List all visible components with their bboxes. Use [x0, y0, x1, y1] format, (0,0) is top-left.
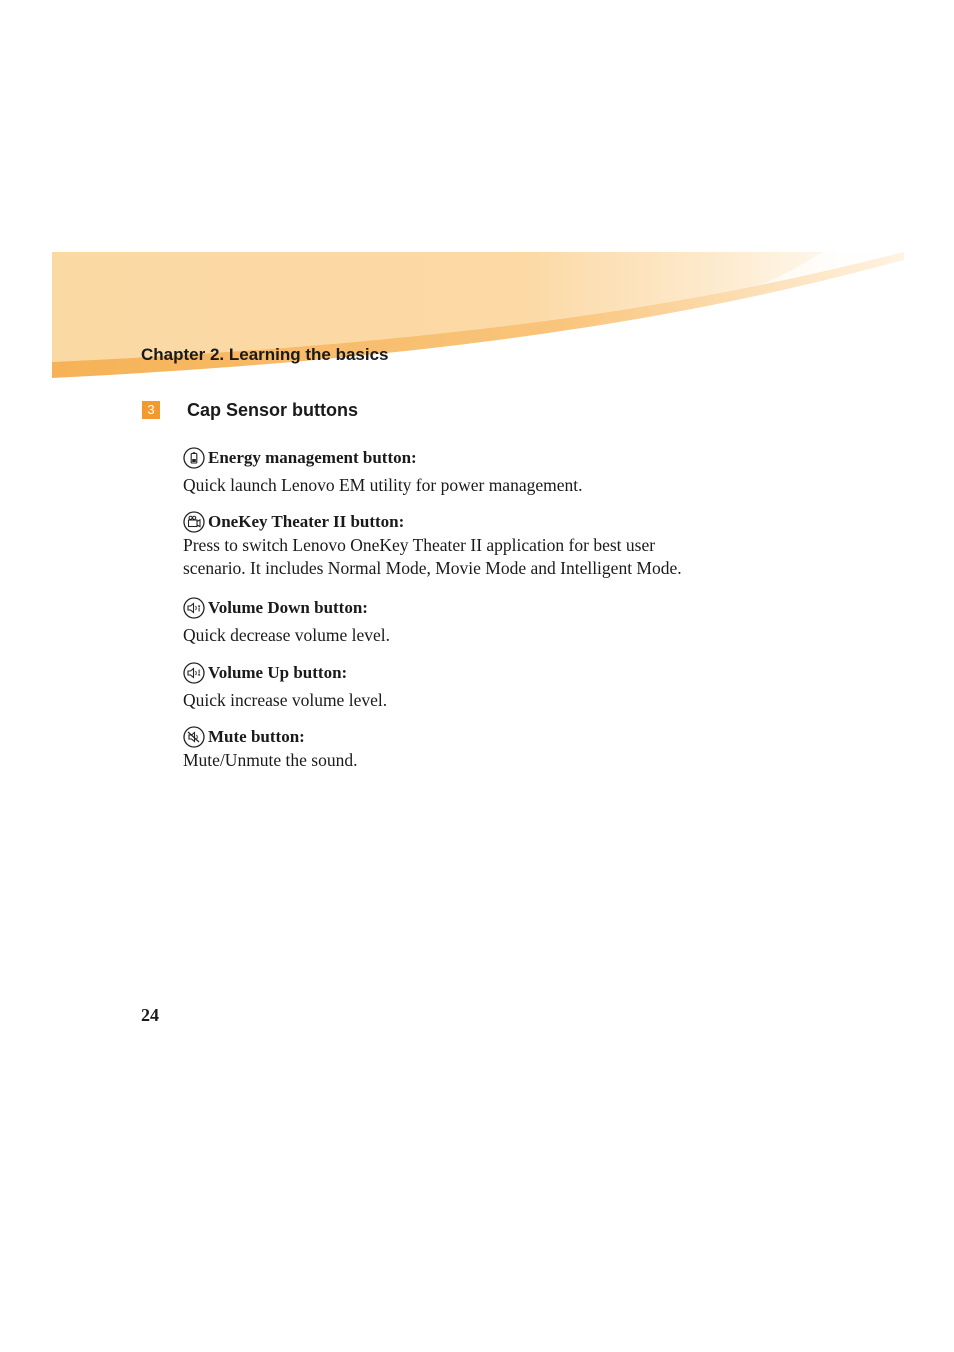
mute-entry: [183, 725, 823, 772]
volume-up-label: Volume Up button:: [208, 663, 348, 682]
page-number: 24: [141, 1005, 159, 1025]
mute-icon: [183, 726, 205, 748]
section-heading: [142, 400, 358, 420]
chapter-title: Chapter 2. Learning the basics: [141, 345, 389, 364]
mute-label: Mute button:: [208, 727, 305, 746]
volume-up-icon: [183, 662, 205, 684]
onekey-theater-label: OneKey Theater II button:: [208, 512, 405, 531]
volume-down-icon: [183, 597, 205, 619]
volume-down-description: Quick decrease volume level.: [183, 625, 390, 645]
energy-management-description: Quick launch Lenovo EM utility for power management.: [183, 475, 583, 495]
theater-icon: [183, 511, 205, 533]
onekey-theater-description-line-2: scenario. It includes Normal Mode, Movie Mode and Intelligent Mode.: [183, 558, 682, 578]
volume-down-label: Volume Down button:: [208, 598, 368, 617]
energy-management-entry: [183, 446, 823, 497]
volume-up-description: Quick increase volume level.: [183, 690, 388, 710]
onekey-theater-description-line-1: Press to switch Lenovo OneKey Theater II application for best user: [183, 535, 656, 555]
battery-icon: [183, 447, 205, 469]
onekey-theater-entry: [183, 510, 823, 580]
energy-management-label: Energy management button:: [208, 448, 417, 467]
volume-down-entry: [183, 596, 823, 647]
mute-description: Mute/Unmute the sound.: [183, 750, 358, 770]
volume-up-entry: [183, 661, 823, 712]
section-number-badge: 3: [142, 401, 160, 419]
section-title: Cap Sensor buttons: [187, 399, 359, 420]
